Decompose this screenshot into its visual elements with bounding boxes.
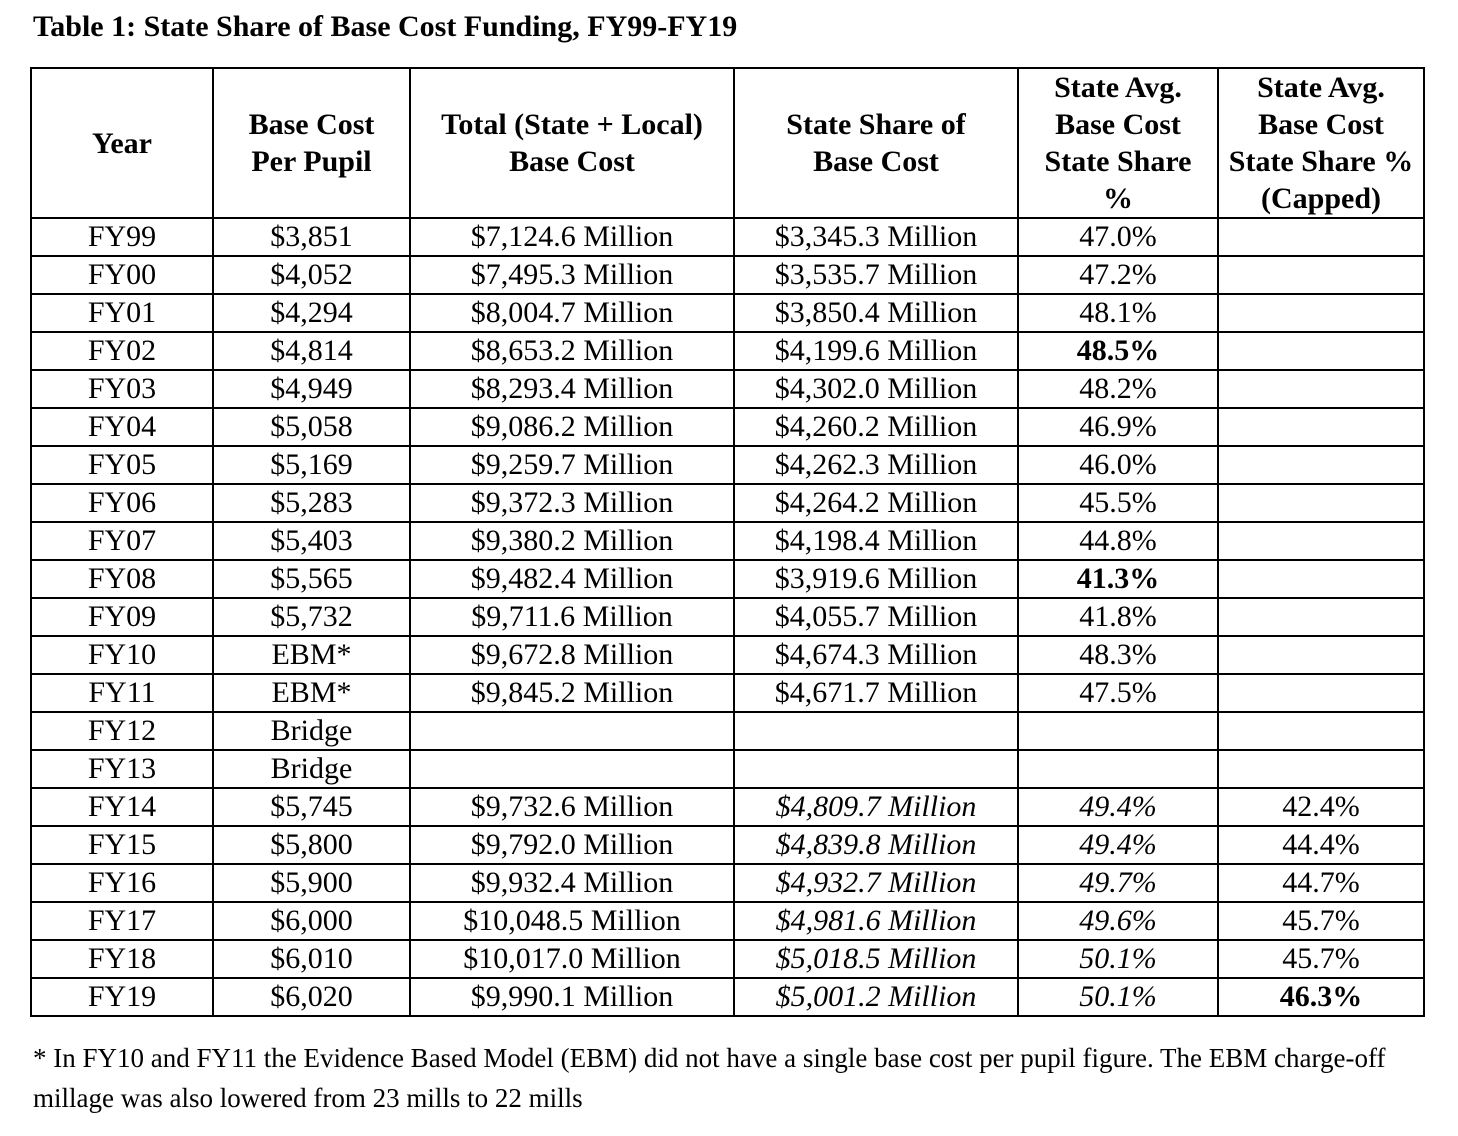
- cell-total-base-cost: $10,017.0 Million: [410, 940, 734, 978]
- cell-state-share-pct: 49.7%: [1018, 864, 1218, 902]
- table-row: [31, 674, 1424, 712]
- table-row: [31, 978, 1424, 1016]
- cell-year: FY09: [31, 598, 213, 636]
- cell-base-cost-per-pupil: $5,900: [213, 864, 410, 902]
- cell-state-share: $3,345.3 Million: [734, 218, 1018, 256]
- cell-base-cost-per-pupil: $4,949: [213, 370, 410, 408]
- cell-state-share-pct: 47.0%: [1018, 218, 1218, 256]
- cell-base-cost-per-pupil: $5,169: [213, 446, 410, 484]
- cell-base-cost-per-pupil: $6,000: [213, 902, 410, 940]
- table-row: [31, 902, 1424, 940]
- cell-base-cost-per-pupil: Bridge: [213, 750, 410, 788]
- cell-total-base-cost: $9,845.2 Million: [410, 674, 734, 712]
- footnote: * In FY10 and FY11 the Evidence Based Model (EBM) did not have a single base cost per pupil figure. The EBM charge-off millage was also lowered from 23 mills to 22 mills: [33, 1043, 1386, 1113]
- cell-year: FY19: [31, 978, 213, 1016]
- cell-state-share: $4,302.0 Million: [734, 370, 1018, 408]
- cell-year: FY02: [31, 332, 213, 370]
- cell-state-share-pct: 48.1%: [1018, 294, 1218, 332]
- cell-year: FY18: [31, 940, 213, 978]
- cell-year: FY05: [31, 446, 213, 484]
- cell-total-base-cost: $9,732.6 Million: [410, 788, 734, 826]
- cell-state-share-pct: 41.8%: [1018, 598, 1218, 636]
- cell-total-base-cost: $9,380.2 Million: [410, 522, 734, 560]
- cell-total-base-cost: $9,672.8 Million: [410, 636, 734, 674]
- cell-state-share: $4,809.7 Million: [734, 788, 1018, 826]
- cell-state-share: [734, 750, 1018, 788]
- cell-base-cost-per-pupil: EBM*: [213, 674, 410, 712]
- cell-state-share-pct-capped: [1218, 712, 1424, 750]
- cell-base-cost-per-pupil: $3,851: [213, 218, 410, 256]
- col-header-state-share: State Share of Base Cost: [734, 68, 1018, 218]
- cell-state-share-pct-capped: 44.4%: [1218, 826, 1424, 864]
- table-row: [31, 370, 1424, 408]
- cell-total-base-cost: $9,372.3 Million: [410, 484, 734, 522]
- table-row: [31, 408, 1424, 446]
- cell-state-share-pct-capped: 42.4%: [1218, 788, 1424, 826]
- table-row: [31, 218, 1424, 256]
- cell-state-share: $3,919.6 Million: [734, 560, 1018, 598]
- cell-base-cost-per-pupil: $5,058: [213, 408, 410, 446]
- cell-state-share-pct: 48.5%: [1018, 332, 1218, 370]
- cell-year: FY10: [31, 636, 213, 674]
- cell-year: FY00: [31, 256, 213, 294]
- cell-base-cost-per-pupil: Bridge: [213, 712, 410, 750]
- cell-total-base-cost: $7,495.3 Million: [410, 256, 734, 294]
- cell-year: FY04: [31, 408, 213, 446]
- cell-state-share-pct-capped: 46.3%: [1218, 978, 1424, 1016]
- cell-state-share-pct-capped: [1218, 408, 1424, 446]
- cell-state-share: $4,981.6 Million: [734, 902, 1018, 940]
- header-row: [31, 68, 1424, 218]
- table-row: [31, 332, 1424, 370]
- cell-base-cost-per-pupil: $5,745: [213, 788, 410, 826]
- cell-base-cost-per-pupil: $5,403: [213, 522, 410, 560]
- cell-state-share: $5,001.2 Million: [734, 978, 1018, 1016]
- table-row: [31, 446, 1424, 484]
- cell-state-share-pct-capped: [1218, 370, 1424, 408]
- col-header-state-share-pct-capped: State Avg. Base Cost State Share % (Capped): [1218, 68, 1424, 218]
- cell-state-share-pct: 47.5%: [1018, 674, 1218, 712]
- cell-state-share: [734, 712, 1018, 750]
- cell-total-base-cost: $9,932.4 Million: [410, 864, 734, 902]
- cell-state-share-pct: 44.8%: [1018, 522, 1218, 560]
- base-cost-table: [30, 67, 1425, 1017]
- cell-total-base-cost: $9,990.1 Million: [410, 978, 734, 1016]
- cell-state-share: $4,199.6 Million: [734, 332, 1018, 370]
- cell-state-share-pct: 41.3%: [1018, 560, 1218, 598]
- cell-total-base-cost: $10,048.5 Million: [410, 902, 734, 940]
- table-row: [31, 522, 1424, 560]
- cell-state-share-pct-capped: 45.7%: [1218, 940, 1424, 978]
- cell-state-share: $4,262.3 Million: [734, 446, 1018, 484]
- cell-state-share: $4,839.8 Million: [734, 826, 1018, 864]
- cell-year: FY08: [31, 560, 213, 598]
- cell-total-base-cost: $9,482.4 Million: [410, 560, 734, 598]
- cell-year: FY99: [31, 218, 213, 256]
- cell-state-share-pct: [1018, 712, 1218, 750]
- table-row: [31, 788, 1424, 826]
- cell-state-share: $4,264.2 Million: [734, 484, 1018, 522]
- col-header-year: Year: [31, 68, 213, 218]
- cell-state-share: $5,018.5 Million: [734, 940, 1018, 978]
- cell-state-share-pct: 46.0%: [1018, 446, 1218, 484]
- cell-total-base-cost: $8,653.2 Million: [410, 332, 734, 370]
- cell-state-share-pct: 48.2%: [1018, 370, 1218, 408]
- cell-base-cost-per-pupil: $6,010: [213, 940, 410, 978]
- cell-base-cost-per-pupil: $5,800: [213, 826, 410, 864]
- cell-year: FY15: [31, 826, 213, 864]
- cell-state-share-pct: 50.1%: [1018, 978, 1218, 1016]
- cell-state-share: $4,260.2 Million: [734, 408, 1018, 446]
- col-header-state-share-pct: State Avg. Base Cost State Share %: [1018, 68, 1218, 218]
- cell-state-share-pct: 46.9%: [1018, 408, 1218, 446]
- cell-total-base-cost: $8,293.4 Million: [410, 370, 734, 408]
- cell-year: FY16: [31, 864, 213, 902]
- table-row: [31, 940, 1424, 978]
- col-header-total-base-cost: Total (State + Local) Base Cost: [410, 68, 734, 218]
- cell-state-share: $4,671.7 Million: [734, 674, 1018, 712]
- cell-base-cost-per-pupil: $5,283: [213, 484, 410, 522]
- cell-state-share-pct-capped: [1218, 484, 1424, 522]
- cell-state-share-pct-capped: [1218, 598, 1424, 636]
- cell-state-share-pct-capped: [1218, 750, 1424, 788]
- cell-state-share: $4,055.7 Million: [734, 598, 1018, 636]
- cell-base-cost-per-pupil: $5,565: [213, 560, 410, 598]
- cell-state-share-pct-capped: [1218, 522, 1424, 560]
- cell-total-base-cost: $9,711.6 Million: [410, 598, 734, 636]
- cell-state-share-pct: 50.1%: [1018, 940, 1218, 978]
- cell-state-share-pct-capped: [1218, 674, 1424, 712]
- table-title: Table 1: State Share of Base Cost Funding, FY99-FY19: [33, 10, 738, 43]
- cell-state-share-pct: 47.2%: [1018, 256, 1218, 294]
- cell-state-share: $4,932.7 Million: [734, 864, 1018, 902]
- cell-year: FY14: [31, 788, 213, 826]
- table-row: [31, 598, 1424, 636]
- cell-year: FY03: [31, 370, 213, 408]
- cell-total-base-cost: $8,004.7 Million: [410, 294, 734, 332]
- cell-year: FY06: [31, 484, 213, 522]
- table-row: [31, 826, 1424, 864]
- table-row: [31, 636, 1424, 674]
- cell-base-cost-per-pupil: $5,732: [213, 598, 410, 636]
- table-row: [31, 294, 1424, 332]
- cell-year: FY12: [31, 712, 213, 750]
- cell-state-share: $4,674.3 Million: [734, 636, 1018, 674]
- cell-state-share-pct-capped: [1218, 256, 1424, 294]
- table-row: [31, 484, 1424, 522]
- cell-state-share: $4,198.4 Million: [734, 522, 1018, 560]
- cell-base-cost-per-pupil: EBM*: [213, 636, 410, 674]
- cell-state-share-pct: 49.6%: [1018, 902, 1218, 940]
- table-row: [31, 560, 1424, 598]
- cell-state-share-pct-capped: [1218, 218, 1424, 256]
- cell-base-cost-per-pupil: $4,294: [213, 294, 410, 332]
- cell-state-share-pct-capped: [1218, 332, 1424, 370]
- cell-total-base-cost: [410, 750, 734, 788]
- cell-total-base-cost: $9,792.0 Million: [410, 826, 734, 864]
- cell-year: FY11: [31, 674, 213, 712]
- cell-state-share-pct: 49.4%: [1018, 788, 1218, 826]
- cell-state-share: $3,850.4 Million: [734, 294, 1018, 332]
- cell-year: FY17: [31, 902, 213, 940]
- table-row: [31, 750, 1424, 788]
- cell-state-share-pct: [1018, 750, 1218, 788]
- cell-state-share-pct: 45.5%: [1018, 484, 1218, 522]
- cell-total-base-cost: $7,124.6 Million: [410, 218, 734, 256]
- cell-year: FY13: [31, 750, 213, 788]
- cell-base-cost-per-pupil: $4,052: [213, 256, 410, 294]
- col-header-base-cost-per-pupil: Base Cost Per Pupil: [213, 68, 410, 218]
- table-row: [31, 256, 1424, 294]
- cell-state-share-pct-capped: [1218, 446, 1424, 484]
- cell-state-share-pct-capped: [1218, 636, 1424, 674]
- cell-state-share-pct-capped: 44.7%: [1218, 864, 1424, 902]
- table-row: [31, 864, 1424, 902]
- cell-state-share-pct-capped: 45.7%: [1218, 902, 1424, 940]
- table-row: [31, 712, 1424, 750]
- cell-state-share-pct: 48.3%: [1018, 636, 1218, 674]
- cell-total-base-cost: [410, 712, 734, 750]
- cell-base-cost-per-pupil: $6,020: [213, 978, 410, 1016]
- cell-state-share: $3,535.7 Million: [734, 256, 1018, 294]
- cell-state-share-pct-capped: [1218, 560, 1424, 598]
- cell-total-base-cost: $9,259.7 Million: [410, 446, 734, 484]
- cell-state-share-pct: 49.4%: [1018, 826, 1218, 864]
- cell-base-cost-per-pupil: $4,814: [213, 332, 410, 370]
- cell-state-share-pct-capped: [1218, 294, 1424, 332]
- cell-year: FY01: [31, 294, 213, 332]
- cell-total-base-cost: $9,086.2 Million: [410, 408, 734, 446]
- cell-year: FY07: [31, 522, 213, 560]
